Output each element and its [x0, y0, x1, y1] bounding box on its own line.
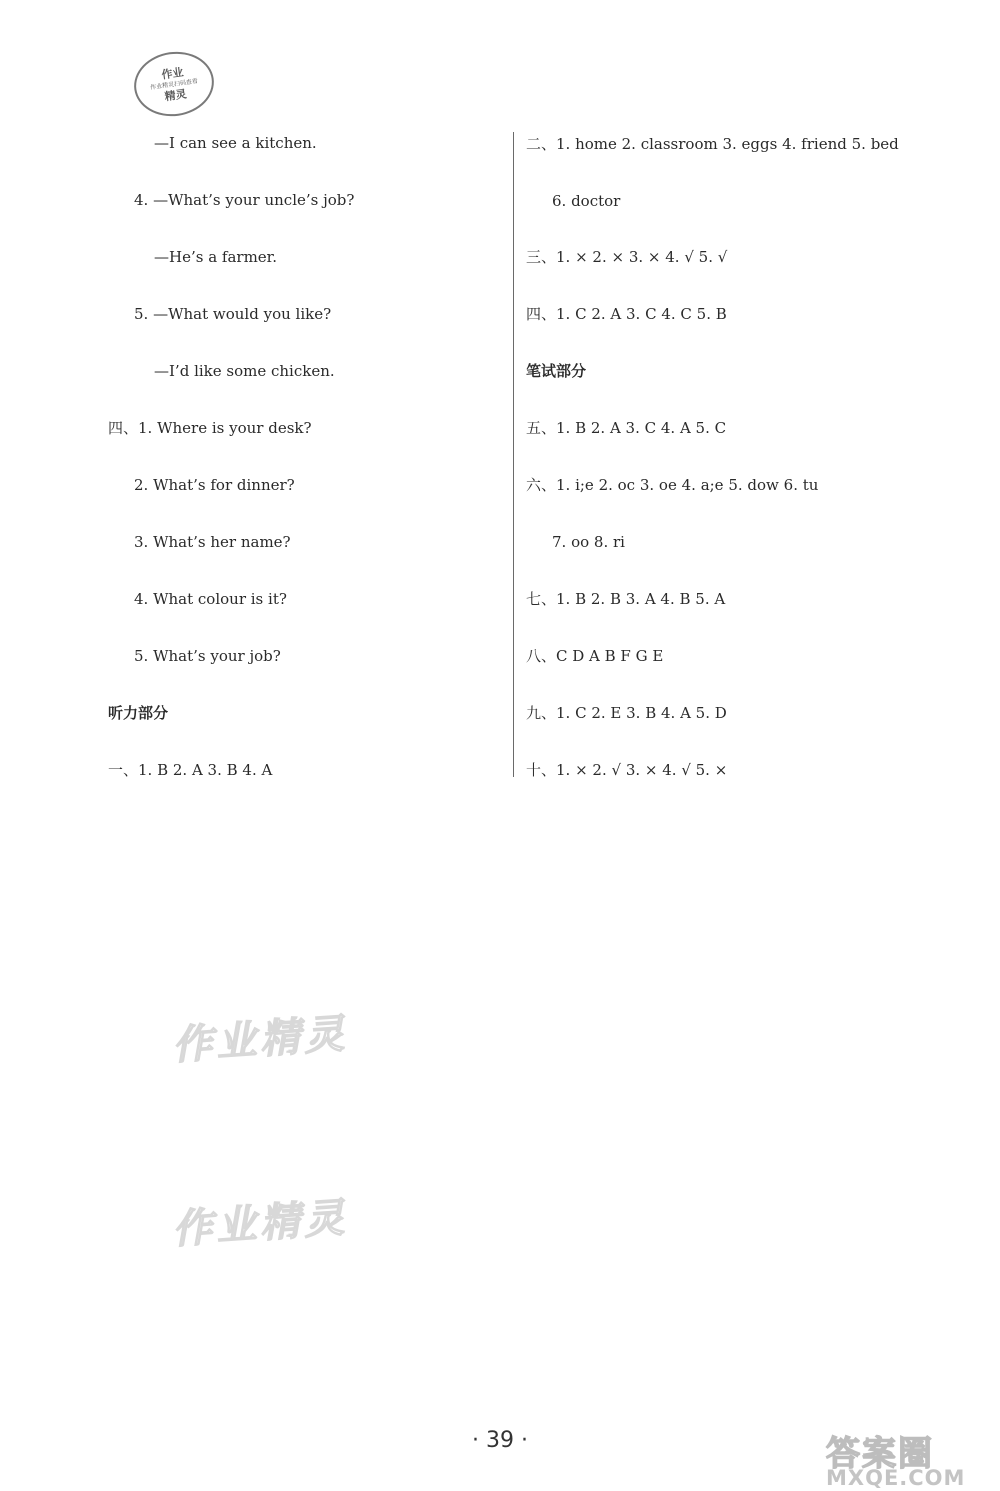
answer-line: 四、1. C 2. A 3. C 4. C 5. B — [526, 305, 727, 323]
answer-line: 六、1. i;e 2. oc 3. oe 4. a;e 5. dow 6. tu — [526, 476, 819, 494]
answer-line: 八、C D A B F G E — [526, 647, 664, 665]
answer-line: 3. What’s her name? — [134, 533, 291, 551]
answer-line: 五、1. B 2. A 3. C 4. A 5. C — [526, 419, 727, 437]
answer-line: 5. What’s your job? — [134, 647, 281, 665]
answer-line: 七、1. B 2. B 3. A 4. B 5. A — [526, 590, 726, 608]
answer-line: 6. doctor — [552, 192, 621, 210]
site-logo-en: MXQE.COM — [826, 1466, 966, 1490]
answer-line: 2. What’s for dinner? — [134, 476, 295, 494]
page-number: · 39 · — [472, 1428, 528, 1453]
section-heading: 笔试部分 — [526, 362, 587, 380]
answer-line: 四、1. Where is your desk? — [108, 419, 312, 437]
watermark: 作业精灵 — [170, 1010, 350, 1070]
answer-line: 5. —What would you like? — [134, 305, 332, 323]
answer-line: 二、1. home 2. classroom 3. eggs 4. friend 5. bed — [526, 135, 899, 153]
answer-line: 4. —What’s your uncle’s job? — [134, 191, 355, 209]
answer-line: —I can see a kitchen. — [154, 134, 317, 152]
answer-line: 三、1. × 2. × 3. × 4. √ 5. √ — [526, 248, 728, 266]
answer-line: 九、1. C 2. E 3. B 4. A 5. D — [526, 704, 727, 722]
answer-line: —I’d like some chicken. — [154, 362, 335, 380]
site-logo — [822, 1426, 992, 1490]
section-heading: 听力部分 — [108, 704, 169, 722]
watermark: 作业精灵 — [170, 1194, 350, 1254]
answer-line: —He’s a farmer. — [154, 248, 277, 266]
column-divider — [513, 132, 514, 777]
stamp-line-2: 作业精灵扫码查看 — [149, 77, 199, 91]
stamp-line-1: 作业 — [160, 65, 185, 82]
answer-line: 4. What colour is it? — [134, 590, 287, 608]
stamp-line-3: 精灵 — [163, 86, 188, 103]
answer-line: 十、1. × 2. √ 3. × 4. √ 5. × — [526, 761, 728, 779]
answer-line: 7. oo 8. ri — [552, 533, 625, 551]
answer-line: 一、1. B 2. A 3. B 4. A — [108, 761, 273, 779]
site-logo-cn: 答案圈 — [826, 1434, 934, 1474]
stamp-logo — [130, 47, 218, 122]
